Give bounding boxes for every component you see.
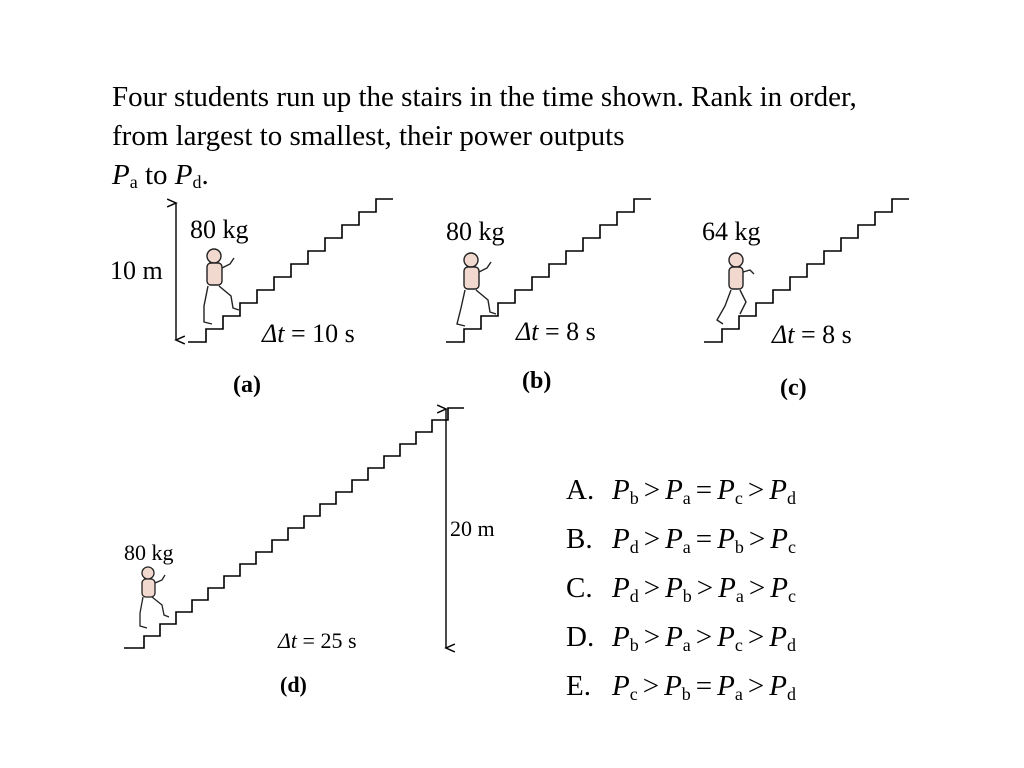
comparison-operator: > <box>643 621 661 653</box>
power-symbol: P <box>665 474 683 506</box>
comparison-operator: > <box>748 523 766 555</box>
power-symbol: P <box>717 621 735 653</box>
power-symbol: P <box>718 572 736 604</box>
comparison-operator: > <box>643 523 661 555</box>
subscript-d: d <box>192 172 202 192</box>
power-symbol: P <box>769 670 787 702</box>
mass-label-c: 64 kg <box>702 217 761 246</box>
runner-icon-a <box>204 249 239 324</box>
option-letter: A. <box>566 474 595 506</box>
power-subscript: a <box>735 586 744 606</box>
comparison-operator: > <box>747 670 765 702</box>
panel-label-c: (c) <box>780 375 807 401</box>
to-word: to <box>144 159 168 191</box>
panel-a <box>110 199 393 398</box>
power-symbol: P <box>717 474 735 506</box>
comparison-operator: = <box>695 670 713 702</box>
power-symbol: P <box>717 670 735 702</box>
power-symbol: P <box>612 474 630 506</box>
delta-t-a: Δt = 10 s <box>262 319 355 348</box>
power-subscript: b <box>629 488 639 508</box>
option-letter: B. <box>566 523 593 555</box>
question-period: . <box>201 159 209 191</box>
power-subscript: d <box>786 684 796 704</box>
option-letter: E. <box>566 670 591 702</box>
power-subscript: c <box>734 488 743 508</box>
power-subscript: a <box>682 488 691 508</box>
power-symbol: P <box>770 572 788 604</box>
option-a[interactable] <box>566 466 796 515</box>
power-subscript: b <box>629 635 639 655</box>
option-e[interactable] <box>566 662 796 711</box>
power-subscript: b <box>682 586 692 606</box>
option-b[interactable] <box>566 515 796 564</box>
power-subscript: d <box>786 488 796 508</box>
comparison-operator: = <box>695 474 713 506</box>
comparison-operator: > <box>643 474 661 506</box>
power-subscript: d <box>629 586 639 606</box>
power-symbol: P <box>612 670 630 702</box>
runner-icon-c <box>717 253 754 324</box>
panel-c <box>702 199 909 401</box>
mass-label-d: 80 kg <box>124 540 174 565</box>
power-subscript: c <box>787 586 796 606</box>
power-subscript: a <box>734 684 743 704</box>
power-subscript: d <box>629 537 639 557</box>
power-symbol: P <box>770 523 788 555</box>
comparison-operator: > <box>748 572 766 604</box>
mass-label-a: 80 kg <box>190 215 249 244</box>
comparison-operator: > <box>696 572 714 604</box>
runner-icon-d <box>140 567 169 628</box>
option-letter: D. <box>566 621 595 653</box>
comparison-operator: > <box>695 621 713 653</box>
staircase-d <box>124 408 464 648</box>
power-symbol: P <box>665 572 683 604</box>
option-c[interactable] <box>566 564 796 613</box>
power-symbol: P <box>612 572 630 604</box>
comparison-operator: = <box>695 523 713 555</box>
p-symbol-last: P <box>174 159 193 191</box>
panel-label-a: (a) <box>233 372 261 398</box>
power-subscript: a <box>682 537 691 557</box>
runner-icon-b <box>457 253 496 326</box>
option-letter: C. <box>566 572 593 604</box>
answer-options <box>566 466 796 711</box>
comparison-operator: > <box>747 474 765 506</box>
power-symbol: P <box>769 621 787 653</box>
power-symbol: P <box>612 523 630 555</box>
height-label-d: 20 m <box>450 516 495 541</box>
delta-t-d: Δt = 25 s <box>278 628 357 653</box>
question-body: Four students run up the stairs in the time shown. Rank in order, from largest to smallest, their power outputs <box>112 81 857 152</box>
panel-label-b: (b) <box>522 368 552 394</box>
power-subscript: b <box>681 684 691 704</box>
power-symbol: P <box>664 670 682 702</box>
power-symbol: P <box>769 474 787 506</box>
power-symbol: P <box>717 523 735 555</box>
p-symbol-first: P <box>112 159 130 191</box>
subscript-a: a <box>129 172 138 192</box>
height-label-a: 10 m <box>110 256 163 285</box>
power-subscript: c <box>734 635 743 655</box>
power-subscript: c <box>629 684 638 704</box>
comparison-operator: > <box>642 670 660 702</box>
delta-t-b: Δt = 8 s <box>516 317 596 346</box>
option-d[interactable] <box>566 613 796 662</box>
power-subscript: b <box>734 537 744 557</box>
comparison-operator: > <box>747 621 765 653</box>
panel-label-d: (d) <box>280 672 307 697</box>
panel-b <box>446 199 651 394</box>
power-subscript: d <box>786 635 796 655</box>
panel-d <box>124 408 495 697</box>
power-symbol: P <box>665 523 683 555</box>
power-symbol: P <box>612 621 630 653</box>
power-subscript: a <box>682 635 691 655</box>
comparison-operator: > <box>643 572 661 604</box>
power-subscript: c <box>787 537 796 557</box>
power-symbol: P <box>665 621 683 653</box>
mass-label-b: 80 kg <box>446 217 505 246</box>
delta-t-c: Δt = 8 s <box>772 320 852 349</box>
